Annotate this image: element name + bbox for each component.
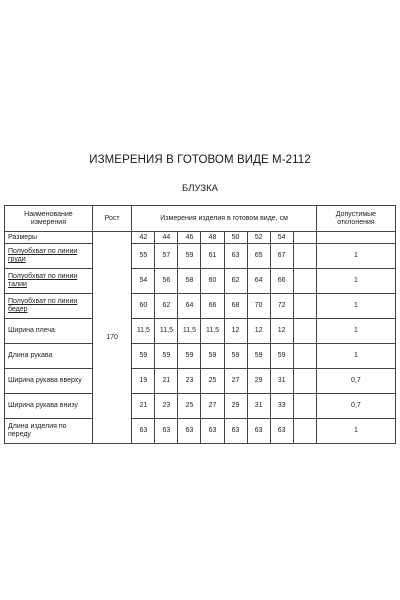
value-cell: 59 [224, 344, 247, 369]
value-cell: 66 [201, 294, 224, 319]
row-label [5, 269, 93, 294]
value-cell: 54 [132, 269, 155, 294]
value-cell: 63 [224, 244, 247, 269]
value-cell: 66 [270, 269, 293, 294]
row-label: Длина рукава [5, 344, 93, 369]
header-tolerance: Допустимые отклонения [316, 206, 395, 232]
value-cell: 63 [155, 419, 178, 444]
value-cell: 59 [132, 344, 155, 369]
row-label-text: Полуобхват по линии талии [8, 273, 78, 288]
document-subtitle: БЛУЗКА [182, 183, 218, 194]
value-cell: 63 [132, 419, 155, 444]
value-cell: 62 [224, 269, 247, 294]
empty-cell [293, 344, 316, 369]
value-cell: 59 [178, 344, 201, 369]
value-cell: 25 [201, 369, 224, 394]
value-cell: 23 [178, 369, 201, 394]
row-label: Ширина плеча [5, 319, 93, 344]
value-cell: 57 [155, 244, 178, 269]
value-cell: 63 [178, 419, 201, 444]
value-cell: 11,5 [132, 319, 155, 344]
value-cell: 67 [270, 244, 293, 269]
table-row [5, 244, 396, 269]
size-cell: 52 [247, 232, 270, 244]
table-header-row [5, 206, 396, 232]
tolerance-cell: 1 [316, 344, 395, 369]
value-cell: 29 [224, 394, 247, 419]
height-value: 170 [92, 232, 132, 444]
empty-cell [293, 419, 316, 444]
table-row [5, 269, 396, 294]
value-cell: 59 [155, 344, 178, 369]
empty-cell [293, 319, 316, 344]
empty-cell [293, 232, 316, 244]
table-row [5, 394, 396, 419]
tolerance-cell: 1 [316, 294, 395, 319]
value-cell: 61 [201, 244, 224, 269]
tolerance-cell: 0,7 [316, 394, 395, 419]
value-cell: 31 [270, 369, 293, 394]
document-title: ИЗМЕРЕНИЯ В ГОТОВОМ ВИДЕ М-2112 [89, 154, 311, 166]
value-cell: 33 [270, 394, 293, 419]
tolerance-cell: 1 [316, 419, 395, 444]
table-row [5, 369, 396, 394]
value-cell: 12 [270, 319, 293, 344]
header-measurement-name: Наименование измерения [5, 206, 93, 232]
tolerance-cell: 1 [316, 269, 395, 294]
size-cell: 46 [178, 232, 201, 244]
tolerance-cell: 1 [316, 319, 395, 344]
row-label: Ширина рукава вверху [5, 369, 93, 394]
value-cell: 72 [270, 294, 293, 319]
value-cell: 11,5 [178, 319, 201, 344]
value-cell: 64 [247, 269, 270, 294]
tolerance-cell: 0,7 [316, 369, 395, 394]
value-cell: 12 [247, 319, 270, 344]
empty-cell [293, 369, 316, 394]
tolerance-cell: 1 [316, 244, 395, 269]
empty-cell [293, 294, 316, 319]
value-cell: 59 [247, 344, 270, 369]
value-cell: 19 [132, 369, 155, 394]
empty-cell [316, 232, 395, 244]
value-cell: 63 [247, 419, 270, 444]
header-measurements: Измерения изделия в готовом виде, см [132, 206, 317, 232]
size-cell: 48 [201, 232, 224, 244]
empty-cell [293, 394, 316, 419]
value-cell: 23 [155, 394, 178, 419]
table-row [5, 344, 396, 369]
value-cell: 55 [132, 244, 155, 269]
value-cell: 21 [155, 369, 178, 394]
value-cell: 11,5 [201, 319, 224, 344]
value-cell: 56 [155, 269, 178, 294]
value-cell: 27 [201, 394, 224, 419]
header-height: Рост [92, 206, 132, 232]
value-cell: 63 [224, 419, 247, 444]
size-chart-table [4, 205, 396, 444]
value-cell: 59 [178, 244, 201, 269]
value-cell: 63 [270, 419, 293, 444]
value-cell: 58 [178, 269, 201, 294]
value-cell: 60 [201, 269, 224, 294]
value-cell: 27 [224, 369, 247, 394]
value-cell: 59 [270, 344, 293, 369]
value-cell: 64 [178, 294, 201, 319]
value-cell: 65 [247, 244, 270, 269]
size-cell: 50 [224, 232, 247, 244]
value-cell: 63 [201, 419, 224, 444]
row-label [5, 294, 93, 319]
value-cell: 11,5 [155, 319, 178, 344]
empty-cell [293, 244, 316, 269]
table-row [5, 294, 396, 319]
size-cell: 42 [132, 232, 155, 244]
value-cell: 31 [247, 394, 270, 419]
value-cell: 12 [224, 319, 247, 344]
value-cell: 70 [247, 294, 270, 319]
row-label-text: Полуобхват по линии бедер [8, 298, 78, 313]
row-label-text: Полуобхват по линии груди [8, 248, 78, 263]
value-cell: 68 [224, 294, 247, 319]
value-cell: 62 [155, 294, 178, 319]
value-cell: 29 [247, 369, 270, 394]
sizes-row [5, 232, 396, 244]
row-label: Длина изделия по переду [5, 419, 93, 444]
value-cell: 59 [201, 344, 224, 369]
size-cell: 44 [155, 232, 178, 244]
sizes-label: Размеры [5, 232, 93, 244]
value-cell: 60 [132, 294, 155, 319]
table-row [5, 419, 396, 444]
empty-cell [293, 269, 316, 294]
value-cell: 21 [132, 394, 155, 419]
row-label [5, 244, 93, 269]
table-row [5, 319, 396, 344]
value-cell: 25 [178, 394, 201, 419]
size-cell: 54 [270, 232, 293, 244]
row-label: Ширина рукава внизу [5, 394, 93, 419]
